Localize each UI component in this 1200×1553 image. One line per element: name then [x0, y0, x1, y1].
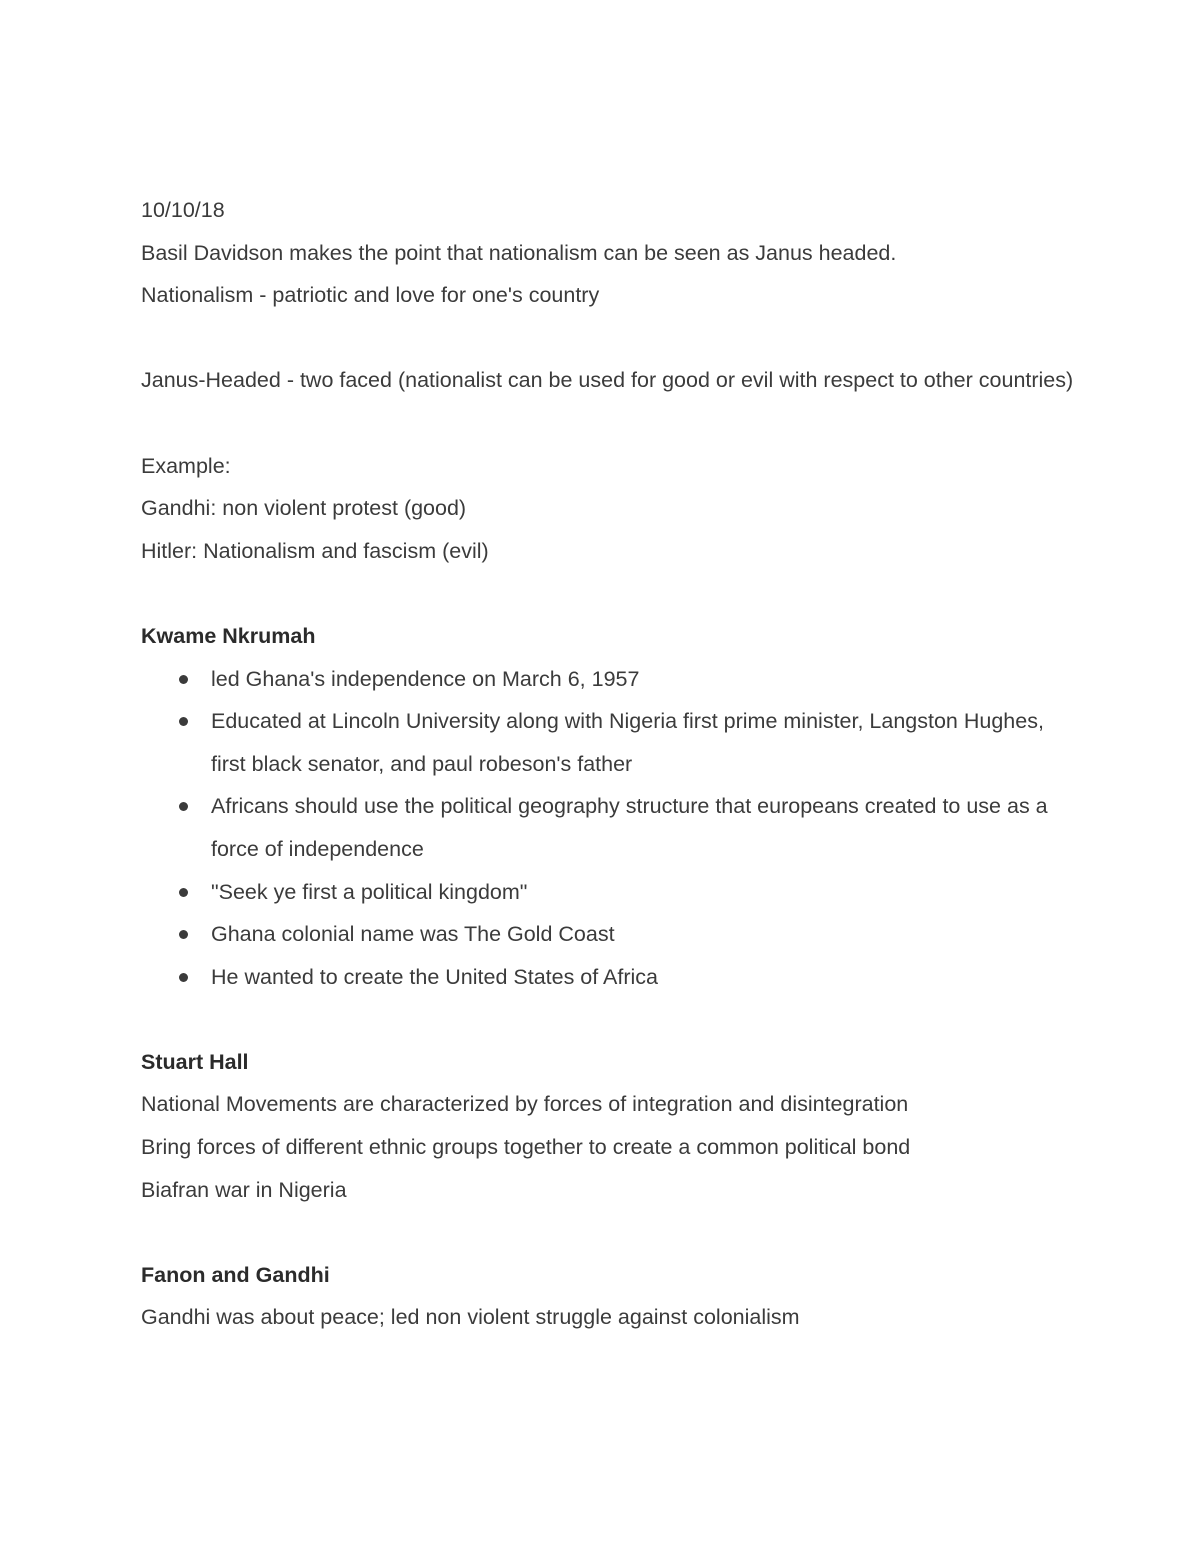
spacer: [141, 1211, 1081, 1254]
bullet-dot-icon: [179, 973, 188, 982]
list-item: [141, 871, 1081, 914]
section-heading-fanon-gandhi: Fanon and Gandhi: [141, 1262, 330, 1287]
hall-line: Bring forces of different ethnic groups together to create a common political bond: [141, 1135, 911, 1160]
bullet-dot-icon: [179, 675, 188, 684]
intro-davidson-line: Basil Davidson makes the point that nationalism can be seen as Janus headed.: [141, 240, 897, 265]
list-item: [141, 913, 1081, 956]
spacer: [141, 402, 1081, 445]
list-item: [141, 956, 1081, 999]
section-heading-hall: Stuart Hall: [141, 1049, 249, 1074]
list-item: [141, 700, 1081, 785]
nkrumah-bullet-list: [141, 658, 1081, 999]
bullet-dot-icon: [179, 888, 188, 897]
bullet-dot-icon: [179, 802, 188, 811]
list-item-text: Africans should use the political geography structure that europeans created to use as a force of independence: [211, 794, 1048, 861]
list-item: [141, 785, 1081, 870]
spacer: [141, 572, 1081, 615]
list-item-text: led Ghana's independence on March 6, 1957: [211, 666, 640, 691]
fanon-line: Gandhi was about peace; led non violent struggle against colonialism: [141, 1305, 800, 1330]
bullet-dot-icon: [179, 717, 188, 726]
list-item-text: "Seek ye first a political kingdom": [211, 879, 528, 904]
spacer: [141, 317, 1081, 360]
document-page: [141, 189, 1081, 1339]
intro-nationalism-definition: Nationalism - patriotic and love for one's country: [141, 283, 600, 308]
hall-line: National Movements are characterized by forces of integration and disintegration: [141, 1092, 909, 1117]
example-label: Example:: [141, 453, 231, 478]
example-hitler: Hitler: Nationalism and fascism (evil): [141, 538, 489, 563]
section-heading-nkrumah: Kwame Nkrumah: [141, 623, 316, 648]
list-item-text: Ghana colonial name was The Gold Coast: [211, 922, 615, 947]
list-item-text: He wanted to create the United States of Africa: [211, 964, 658, 989]
example-gandhi: Gandhi: non violent protest (good): [141, 496, 467, 521]
spacer: [141, 998, 1081, 1041]
date-line: 10/10/18: [141, 198, 225, 222]
hall-line: Biafran war in Nigeria: [141, 1177, 347, 1202]
bullet-dot-icon: [179, 930, 188, 939]
list-item: [141, 658, 1081, 701]
janus-headed-definition: Janus-Headed - two faced (nationalist can be used for good or evil with respect to other countries): [141, 368, 1074, 393]
list-item-text: Educated at Lincoln University along with Nigeria first prime minister, Langston Hughes, first black senator, and paul robeson's father: [211, 709, 1044, 776]
